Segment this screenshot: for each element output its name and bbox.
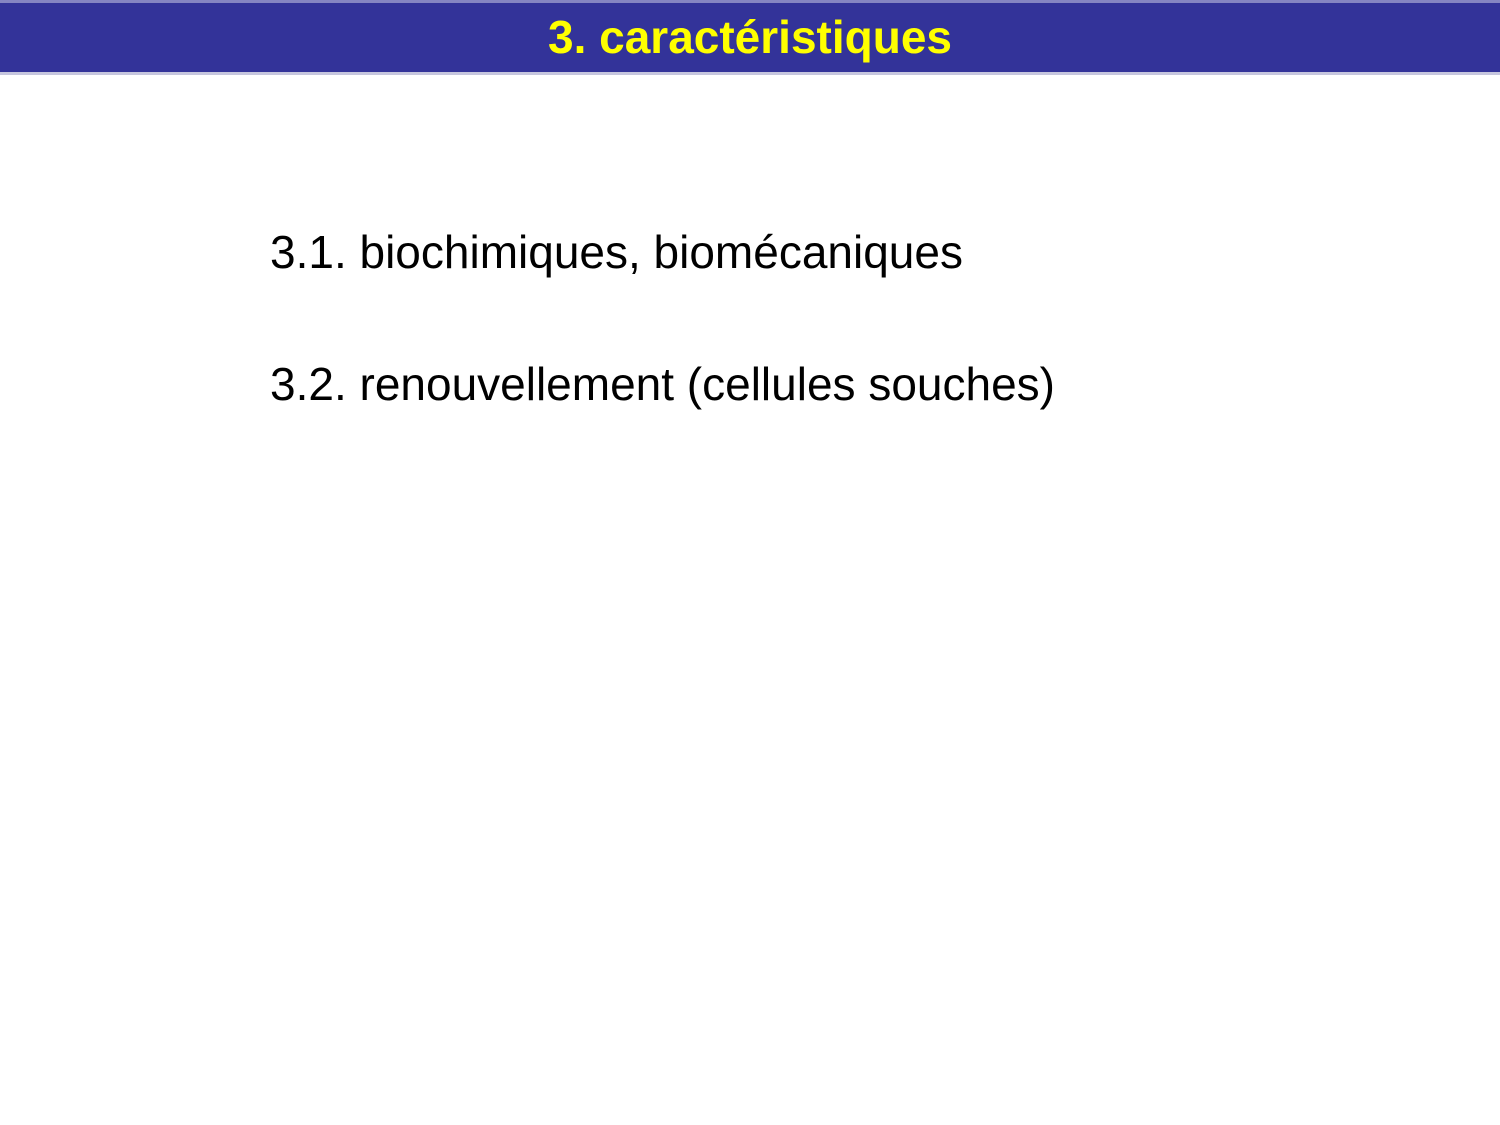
slide-body-line-1: 3.1. biochimiques, biomécaniques — [270, 226, 963, 278]
slide-title: 3. caractéristiques — [547, 11, 952, 63]
slide-body-line-2: 3.2. renouvellement (cellules souches) — [270, 358, 1055, 410]
slide-title-bar — [0, 0, 1500, 75]
